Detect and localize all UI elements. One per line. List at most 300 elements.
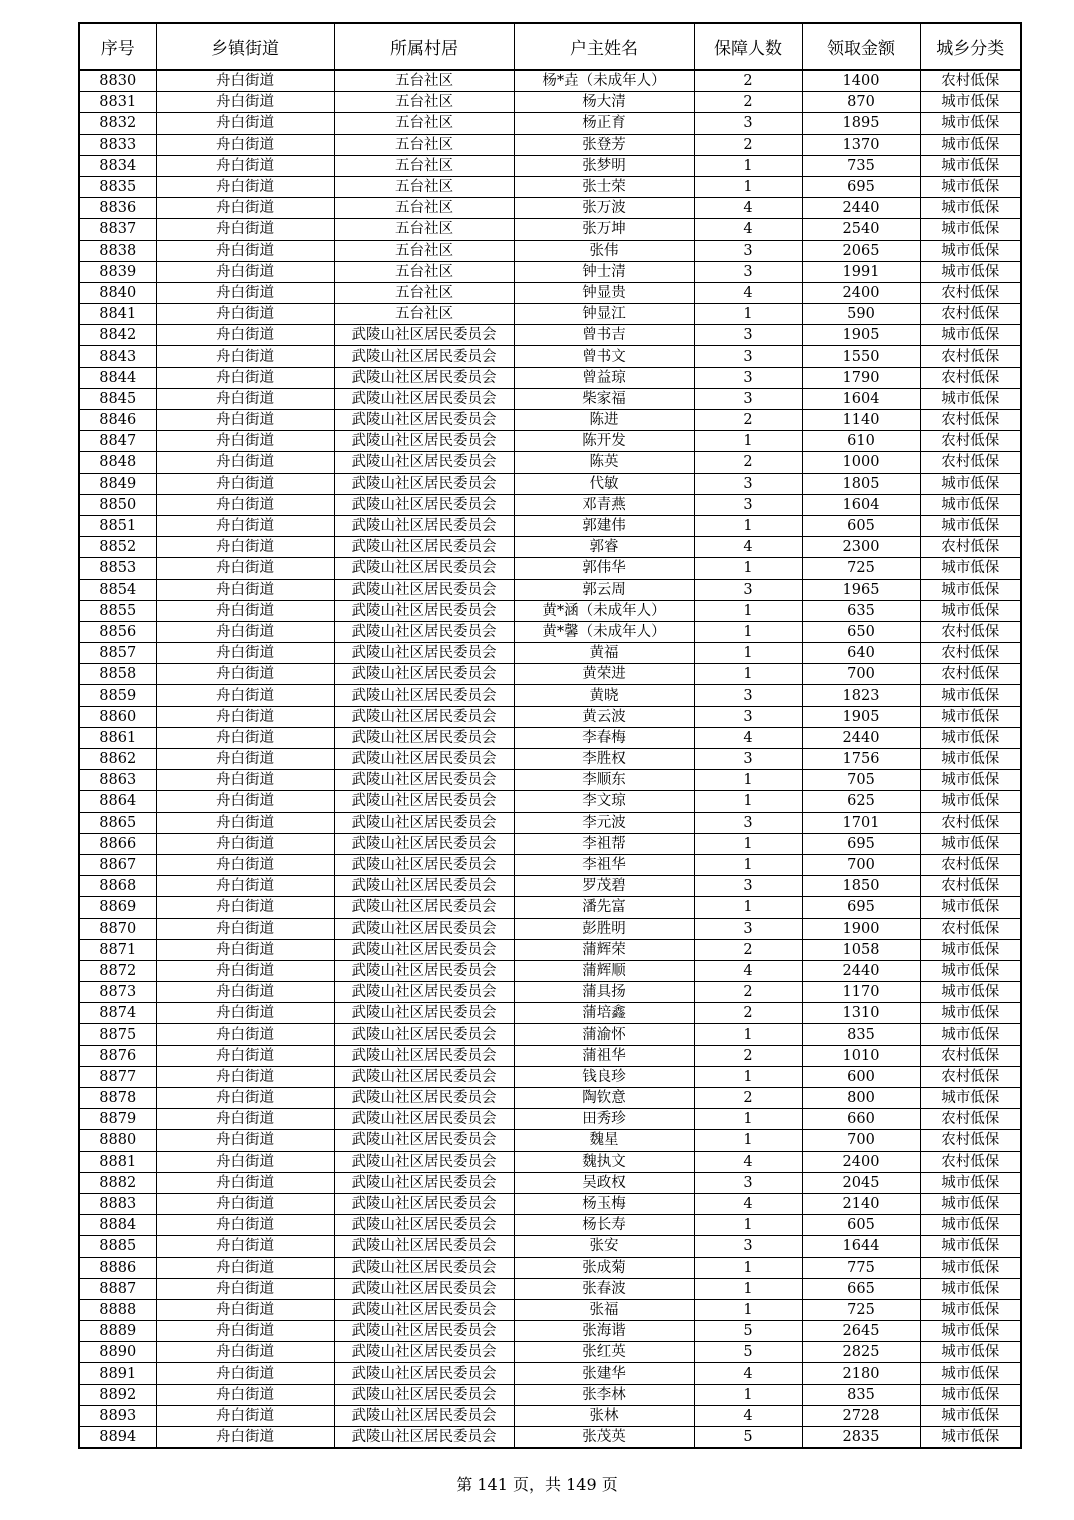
- cell-amount: 635: [802, 600, 920, 621]
- cell-people: 5: [694, 1427, 802, 1449]
- table-row: [79, 854, 1021, 875]
- cell-people: 4: [694, 1405, 802, 1426]
- cell-people: 3: [694, 876, 802, 897]
- cell-index: 8858: [79, 664, 156, 685]
- cell-village: 武陵山社区居民委员会: [334, 1130, 514, 1151]
- cell-index: 8883: [79, 1193, 156, 1214]
- cell-category: 农村低保: [920, 304, 1021, 325]
- table-row: [79, 388, 1021, 409]
- cell-index: 8885: [79, 1236, 156, 1257]
- cell-category: 城市低保: [920, 494, 1021, 515]
- cell-people: 3: [694, 325, 802, 346]
- cell-householder: 张伟: [514, 240, 694, 261]
- cell-index: 8838: [79, 240, 156, 261]
- cell-householder: 张建华: [514, 1363, 694, 1384]
- cell-amount: 700: [802, 1130, 920, 1151]
- cell-householder: 李祖华: [514, 854, 694, 875]
- cell-town: 舟白街道: [156, 1215, 334, 1236]
- cell-index: 8846: [79, 410, 156, 431]
- cell-village: 武陵山社区居民委员会: [334, 452, 514, 473]
- cell-category: 城市低保: [920, 960, 1021, 981]
- cell-index: 8859: [79, 685, 156, 706]
- cell-householder: 蒲具扬: [514, 982, 694, 1003]
- table-row: [79, 240, 1021, 261]
- cell-people: 2: [694, 452, 802, 473]
- cell-householder: 钟显贵: [514, 282, 694, 303]
- cell-category: 农村低保: [920, 621, 1021, 642]
- cell-householder: 张万坤: [514, 219, 694, 240]
- cell-village: 武陵山社区居民委员会: [334, 1172, 514, 1193]
- cell-category: 城市低保: [920, 1236, 1021, 1257]
- cell-village: 武陵山社区居民委员会: [334, 854, 514, 875]
- cell-amount: 1604: [802, 494, 920, 515]
- cell-index: 8894: [79, 1427, 156, 1449]
- cell-people: 3: [694, 113, 802, 134]
- cell-town: 舟白街道: [156, 685, 334, 706]
- cell-town: 舟白街道: [156, 876, 334, 897]
- cell-village: 武陵山社区居民委员会: [334, 1193, 514, 1214]
- cell-index: 8880: [79, 1130, 156, 1151]
- cell-town: 舟白街道: [156, 1299, 334, 1320]
- cell-amount: 665: [802, 1278, 920, 1299]
- cell-amount: 2835: [802, 1427, 920, 1449]
- cell-index: 8875: [79, 1024, 156, 1045]
- cell-amount: 2440: [802, 727, 920, 748]
- cell-people: 2: [694, 1088, 802, 1109]
- cell-village: 武陵山社区居民委员会: [334, 473, 514, 494]
- cell-people: 1: [694, 1384, 802, 1405]
- table-row: [79, 452, 1021, 473]
- cell-village: 五台社区: [334, 282, 514, 303]
- cell-householder: 代敏: [514, 473, 694, 494]
- cell-index: 8832: [79, 113, 156, 134]
- cell-town: 舟白街道: [156, 134, 334, 155]
- cell-amount: 695: [802, 833, 920, 854]
- cell-town: 舟白街道: [156, 1236, 334, 1257]
- table-row: [79, 706, 1021, 727]
- table-row: [79, 198, 1021, 219]
- cell-town: 舟白街道: [156, 939, 334, 960]
- cell-village: 武陵山社区居民委员会: [334, 664, 514, 685]
- cell-householder: 潘先富: [514, 897, 694, 918]
- cell-people: 3: [694, 388, 802, 409]
- cell-index: 8840: [79, 282, 156, 303]
- cell-village: 武陵山社区居民委员会: [334, 621, 514, 642]
- cell-amount: 1550: [802, 346, 920, 367]
- cell-index: 8852: [79, 537, 156, 558]
- cell-village: 武陵山社区居民委员会: [334, 558, 514, 579]
- cell-category: 城市低保: [920, 1088, 1021, 1109]
- cell-category: 城市低保: [920, 749, 1021, 770]
- cell-people: 1: [694, 791, 802, 812]
- cell-category: 城市低保: [920, 515, 1021, 536]
- cell-index: 8867: [79, 854, 156, 875]
- table-row: [79, 92, 1021, 113]
- cell-people: 1: [694, 558, 802, 579]
- cell-town: 舟白街道: [156, 515, 334, 536]
- cell-village: 武陵山社区居民委员会: [334, 1299, 514, 1320]
- cell-amount: 695: [802, 897, 920, 918]
- table-row: [79, 1257, 1021, 1278]
- cell-town: 舟白街道: [156, 791, 334, 812]
- table-row: [79, 749, 1021, 770]
- cell-index: 8836: [79, 198, 156, 219]
- cell-people: 1: [694, 854, 802, 875]
- cell-amount: 1170: [802, 982, 920, 1003]
- cell-town: 舟白街道: [156, 346, 334, 367]
- cell-category: 城市低保: [920, 261, 1021, 282]
- cell-category: 城市低保: [920, 1257, 1021, 1278]
- table-row: [79, 727, 1021, 748]
- cell-village: 武陵山社区居民委员会: [334, 727, 514, 748]
- cell-index: 8868: [79, 876, 156, 897]
- cell-amount: 1805: [802, 473, 920, 494]
- cell-amount: 1905: [802, 706, 920, 727]
- cell-householder: 杨长寿: [514, 1215, 694, 1236]
- cell-people: 1: [694, 1299, 802, 1320]
- cell-category: 农村低保: [920, 367, 1021, 388]
- col-people-header: 保障人数: [694, 23, 802, 70]
- table-row: [79, 1172, 1021, 1193]
- cell-people: 1: [694, 304, 802, 325]
- table-row: [79, 1066, 1021, 1087]
- cell-town: 舟白街道: [156, 325, 334, 346]
- cell-householder: 郭睿: [514, 537, 694, 558]
- cell-index: 8876: [79, 1045, 156, 1066]
- cell-category: 农村低保: [920, 1045, 1021, 1066]
- cell-town: 舟白街道: [156, 1172, 334, 1193]
- cell-village: 武陵山社区居民委员会: [334, 494, 514, 515]
- cell-householder: 田秀珍: [514, 1109, 694, 1130]
- cell-householder: 黄云波: [514, 706, 694, 727]
- cell-people: 1: [694, 833, 802, 854]
- cell-amount: 735: [802, 155, 920, 176]
- cell-people: 2: [694, 92, 802, 113]
- cell-people: 1: [694, 600, 802, 621]
- cell-amount: 700: [802, 664, 920, 685]
- cell-index: 8850: [79, 494, 156, 515]
- cell-amount: 610: [802, 431, 920, 452]
- cell-amount: 775: [802, 1257, 920, 1278]
- cell-people: 5: [694, 1321, 802, 1342]
- cell-people: 1: [694, 1257, 802, 1278]
- cell-householder: 张茂英: [514, 1427, 694, 1449]
- cell-town: 舟白街道: [156, 304, 334, 325]
- cell-town: 舟白街道: [156, 1384, 334, 1405]
- cell-town: 舟白街道: [156, 706, 334, 727]
- cell-amount: 1140: [802, 410, 920, 431]
- cell-category: 农村低保: [920, 431, 1021, 452]
- cell-householder: 黄*涵（未成年人）: [514, 600, 694, 621]
- col-amount-header: 领取金额: [802, 23, 920, 70]
- cell-index: 8839: [79, 261, 156, 282]
- cell-amount: 2065: [802, 240, 920, 261]
- cell-amount: 1310: [802, 1003, 920, 1024]
- cell-amount: 705: [802, 770, 920, 791]
- cell-town: 舟白街道: [156, 960, 334, 981]
- cell-village: 武陵山社区居民委员会: [334, 812, 514, 833]
- cell-householder: 李春梅: [514, 727, 694, 748]
- cell-amount: 870: [802, 92, 920, 113]
- cell-town: 舟白街道: [156, 282, 334, 303]
- cell-index: 8861: [79, 727, 156, 748]
- table-row: [79, 1088, 1021, 1109]
- cell-amount: 605: [802, 1215, 920, 1236]
- cell-category: 城市低保: [920, 791, 1021, 812]
- cell-people: 1: [694, 431, 802, 452]
- cell-amount: 695: [802, 176, 920, 197]
- cell-householder: 张安: [514, 1236, 694, 1257]
- cell-householder: 钟士清: [514, 261, 694, 282]
- cell-amount: 1000: [802, 452, 920, 473]
- table-row: [79, 1151, 1021, 1172]
- cell-householder: 魏星: [514, 1130, 694, 1151]
- cell-people: 3: [694, 685, 802, 706]
- cell-people: 1: [694, 1066, 802, 1087]
- cell-category: 城市低保: [920, 240, 1021, 261]
- cell-town: 舟白街道: [156, 367, 334, 388]
- cell-village: 五台社区: [334, 304, 514, 325]
- cell-category: 农村低保: [920, 664, 1021, 685]
- cell-town: 舟白街道: [156, 70, 334, 92]
- cell-category: 农村低保: [920, 537, 1021, 558]
- cell-index: 8862: [79, 749, 156, 770]
- cell-householder: 李文琼: [514, 791, 694, 812]
- cell-index: 8892: [79, 1384, 156, 1405]
- cell-householder: 张登芳: [514, 134, 694, 155]
- cell-amount: 600: [802, 1066, 920, 1087]
- cell-town: 舟白街道: [156, 1321, 334, 1342]
- cell-index: 8843: [79, 346, 156, 367]
- cell-people: 4: [694, 1363, 802, 1384]
- cell-category: 农村低保: [920, 643, 1021, 664]
- cell-category: 农村低保: [920, 812, 1021, 833]
- cell-people: 2: [694, 70, 802, 92]
- cell-amount: 590: [802, 304, 920, 325]
- cell-category: 城市低保: [920, 1278, 1021, 1299]
- table-row: [79, 1427, 1021, 1449]
- cell-category: 农村低保: [920, 1109, 1021, 1130]
- cell-amount: 1701: [802, 812, 920, 833]
- cell-people: 2: [694, 1045, 802, 1066]
- cell-town: 舟白街道: [156, 388, 334, 409]
- cell-town: 舟白街道: [156, 494, 334, 515]
- table-row: [79, 600, 1021, 621]
- cell-category: 城市低保: [920, 1427, 1021, 1449]
- cell-category: 城市低保: [920, 1024, 1021, 1045]
- cell-town: 舟白街道: [156, 558, 334, 579]
- cell-householder: 蒲渝怀: [514, 1024, 694, 1045]
- cell-village: 武陵山社区居民委员会: [334, 1236, 514, 1257]
- cell-index: 8889: [79, 1321, 156, 1342]
- cell-people: 1: [694, 621, 802, 642]
- cell-town: 舟白街道: [156, 1405, 334, 1426]
- cell-people: 1: [694, 770, 802, 791]
- cell-village: 武陵山社区居民委员会: [334, 431, 514, 452]
- cell-householder: 杨正育: [514, 113, 694, 134]
- cell-householder: 柴家福: [514, 388, 694, 409]
- cell-village: 武陵山社区居民委员会: [334, 1003, 514, 1024]
- cell-householder: 张红英: [514, 1342, 694, 1363]
- table-row: [79, 282, 1021, 303]
- table-row: [79, 261, 1021, 282]
- cell-town: 舟白街道: [156, 1088, 334, 1109]
- cell-town: 舟白街道: [156, 643, 334, 664]
- cell-people: 4: [694, 1193, 802, 1214]
- table-row: [79, 1363, 1021, 1384]
- cell-people: 3: [694, 1236, 802, 1257]
- cell-people: 2: [694, 982, 802, 1003]
- cell-people: 3: [694, 261, 802, 282]
- cell-town: 舟白街道: [156, 854, 334, 875]
- table-row: [79, 515, 1021, 536]
- cell-index: 8848: [79, 452, 156, 473]
- cell-index: 8863: [79, 770, 156, 791]
- table-row: [79, 1215, 1021, 1236]
- cell-people: 2: [694, 134, 802, 155]
- cell-village: 武陵山社区居民委员会: [334, 770, 514, 791]
- cell-people: 3: [694, 918, 802, 939]
- table-body: [79, 70, 1021, 1448]
- cell-village: 五台社区: [334, 176, 514, 197]
- cell-village: 武陵山社区居民委员会: [334, 515, 514, 536]
- cell-index: 8866: [79, 833, 156, 854]
- cell-category: 农村低保: [920, 282, 1021, 303]
- col-index-header: 序号: [79, 23, 156, 70]
- cell-amount: 1790: [802, 367, 920, 388]
- cell-town: 舟白街道: [156, 431, 334, 452]
- cell-village: 武陵山社区居民委员会: [334, 960, 514, 981]
- cell-village: 武陵山社区居民委员会: [334, 346, 514, 367]
- table-row: [79, 304, 1021, 325]
- cell-category: 城市低保: [920, 176, 1021, 197]
- table-row: [79, 155, 1021, 176]
- cell-village: 武陵山社区居民委员会: [334, 791, 514, 812]
- cell-people: 5: [694, 1342, 802, 1363]
- cell-householder: 黄荣进: [514, 664, 694, 685]
- table-row: [79, 643, 1021, 664]
- col-town-header: 乡镇街道: [156, 23, 334, 70]
- cell-category: 城市低保: [920, 219, 1021, 240]
- cell-people: 3: [694, 706, 802, 727]
- cell-town: 舟白街道: [156, 621, 334, 642]
- cell-amount: 2645: [802, 1321, 920, 1342]
- cell-householder: 魏执文: [514, 1151, 694, 1172]
- cell-householder: 蒲培鑫: [514, 1003, 694, 1024]
- cell-town: 舟白街道: [156, 1342, 334, 1363]
- cell-householder: 张成菊: [514, 1257, 694, 1278]
- cell-index: 8881: [79, 1151, 156, 1172]
- cell-town: 舟白街道: [156, 812, 334, 833]
- cell-householder: 邓青燕: [514, 494, 694, 515]
- cell-index: 8872: [79, 960, 156, 981]
- cell-town: 舟白街道: [156, 198, 334, 219]
- cell-index: 8847: [79, 431, 156, 452]
- cell-householder: 张春波: [514, 1278, 694, 1299]
- cell-village: 武陵山社区居民委员会: [334, 1427, 514, 1449]
- cell-householder: 张万波: [514, 198, 694, 219]
- cell-town: 舟白街道: [156, 410, 334, 431]
- cell-index: 8893: [79, 1405, 156, 1426]
- cell-index: 8845: [79, 388, 156, 409]
- cell-householder: 张林: [514, 1405, 694, 1426]
- cell-amount: 725: [802, 1299, 920, 1320]
- cell-householder: 杨*垚（未成年人）: [514, 70, 694, 92]
- header-row: [79, 23, 1021, 70]
- table-row: [79, 134, 1021, 155]
- cell-amount: 2140: [802, 1193, 920, 1214]
- table-row: [79, 346, 1021, 367]
- cell-people: 3: [694, 579, 802, 600]
- cell-village: 武陵山社区居民委员会: [334, 1045, 514, 1066]
- cell-index: 8871: [79, 939, 156, 960]
- table-row: [79, 410, 1021, 431]
- cell-village: 五台社区: [334, 113, 514, 134]
- cell-people: 1: [694, 897, 802, 918]
- table-row: [79, 621, 1021, 642]
- cell-town: 舟白街道: [156, 1003, 334, 1024]
- cell-town: 舟白街道: [156, 537, 334, 558]
- cell-householder: 黄福: [514, 643, 694, 664]
- cell-householder: 郭建伟: [514, 515, 694, 536]
- cell-village: 武陵山社区居民委员会: [334, 1363, 514, 1384]
- cell-village: 五台社区: [334, 240, 514, 261]
- table-row: [79, 770, 1021, 791]
- cell-index: 8890: [79, 1342, 156, 1363]
- cell-category: 农村低保: [920, 1130, 1021, 1151]
- cell-index: 8855: [79, 600, 156, 621]
- table-row: [79, 1405, 1021, 1426]
- cell-category: 城市低保: [920, 982, 1021, 1003]
- cell-category: 城市低保: [920, 198, 1021, 219]
- table-row: [79, 1024, 1021, 1045]
- cell-people: 3: [694, 346, 802, 367]
- cell-amount: 2825: [802, 1342, 920, 1363]
- cell-town: 舟白街道: [156, 1151, 334, 1172]
- table-row: [79, 431, 1021, 452]
- cell-index: 8849: [79, 473, 156, 494]
- cell-town: 舟白街道: [156, 1024, 334, 1045]
- table-row: [79, 558, 1021, 579]
- cell-category: 城市低保: [920, 325, 1021, 346]
- cell-index: 8864: [79, 791, 156, 812]
- cell-amount: 1991: [802, 261, 920, 282]
- cell-village: 武陵山社区居民委员会: [334, 833, 514, 854]
- table-row: [79, 1236, 1021, 1257]
- cell-category: 城市低保: [920, 1193, 1021, 1214]
- table-row: [79, 876, 1021, 897]
- cell-town: 舟白街道: [156, 664, 334, 685]
- cell-index: 8854: [79, 579, 156, 600]
- cell-householder: 彭胜明: [514, 918, 694, 939]
- cell-category: 农村低保: [920, 876, 1021, 897]
- cell-people: 1: [694, 1109, 802, 1130]
- cell-village: 武陵山社区居民委员会: [334, 1024, 514, 1045]
- cell-amount: 1823: [802, 685, 920, 706]
- cell-town: 舟白街道: [156, 1130, 334, 1151]
- cell-householder: 蒲辉顺: [514, 960, 694, 981]
- cell-town: 舟白街道: [156, 1278, 334, 1299]
- cell-index: 8888: [79, 1299, 156, 1320]
- cell-people: 3: [694, 494, 802, 515]
- cell-town: 舟白街道: [156, 727, 334, 748]
- cell-amount: 640: [802, 643, 920, 664]
- cell-category: 城市低保: [920, 113, 1021, 134]
- cell-amount: 725: [802, 558, 920, 579]
- cell-people: 1: [694, 155, 802, 176]
- cell-amount: 660: [802, 1109, 920, 1130]
- cell-index: 8842: [79, 325, 156, 346]
